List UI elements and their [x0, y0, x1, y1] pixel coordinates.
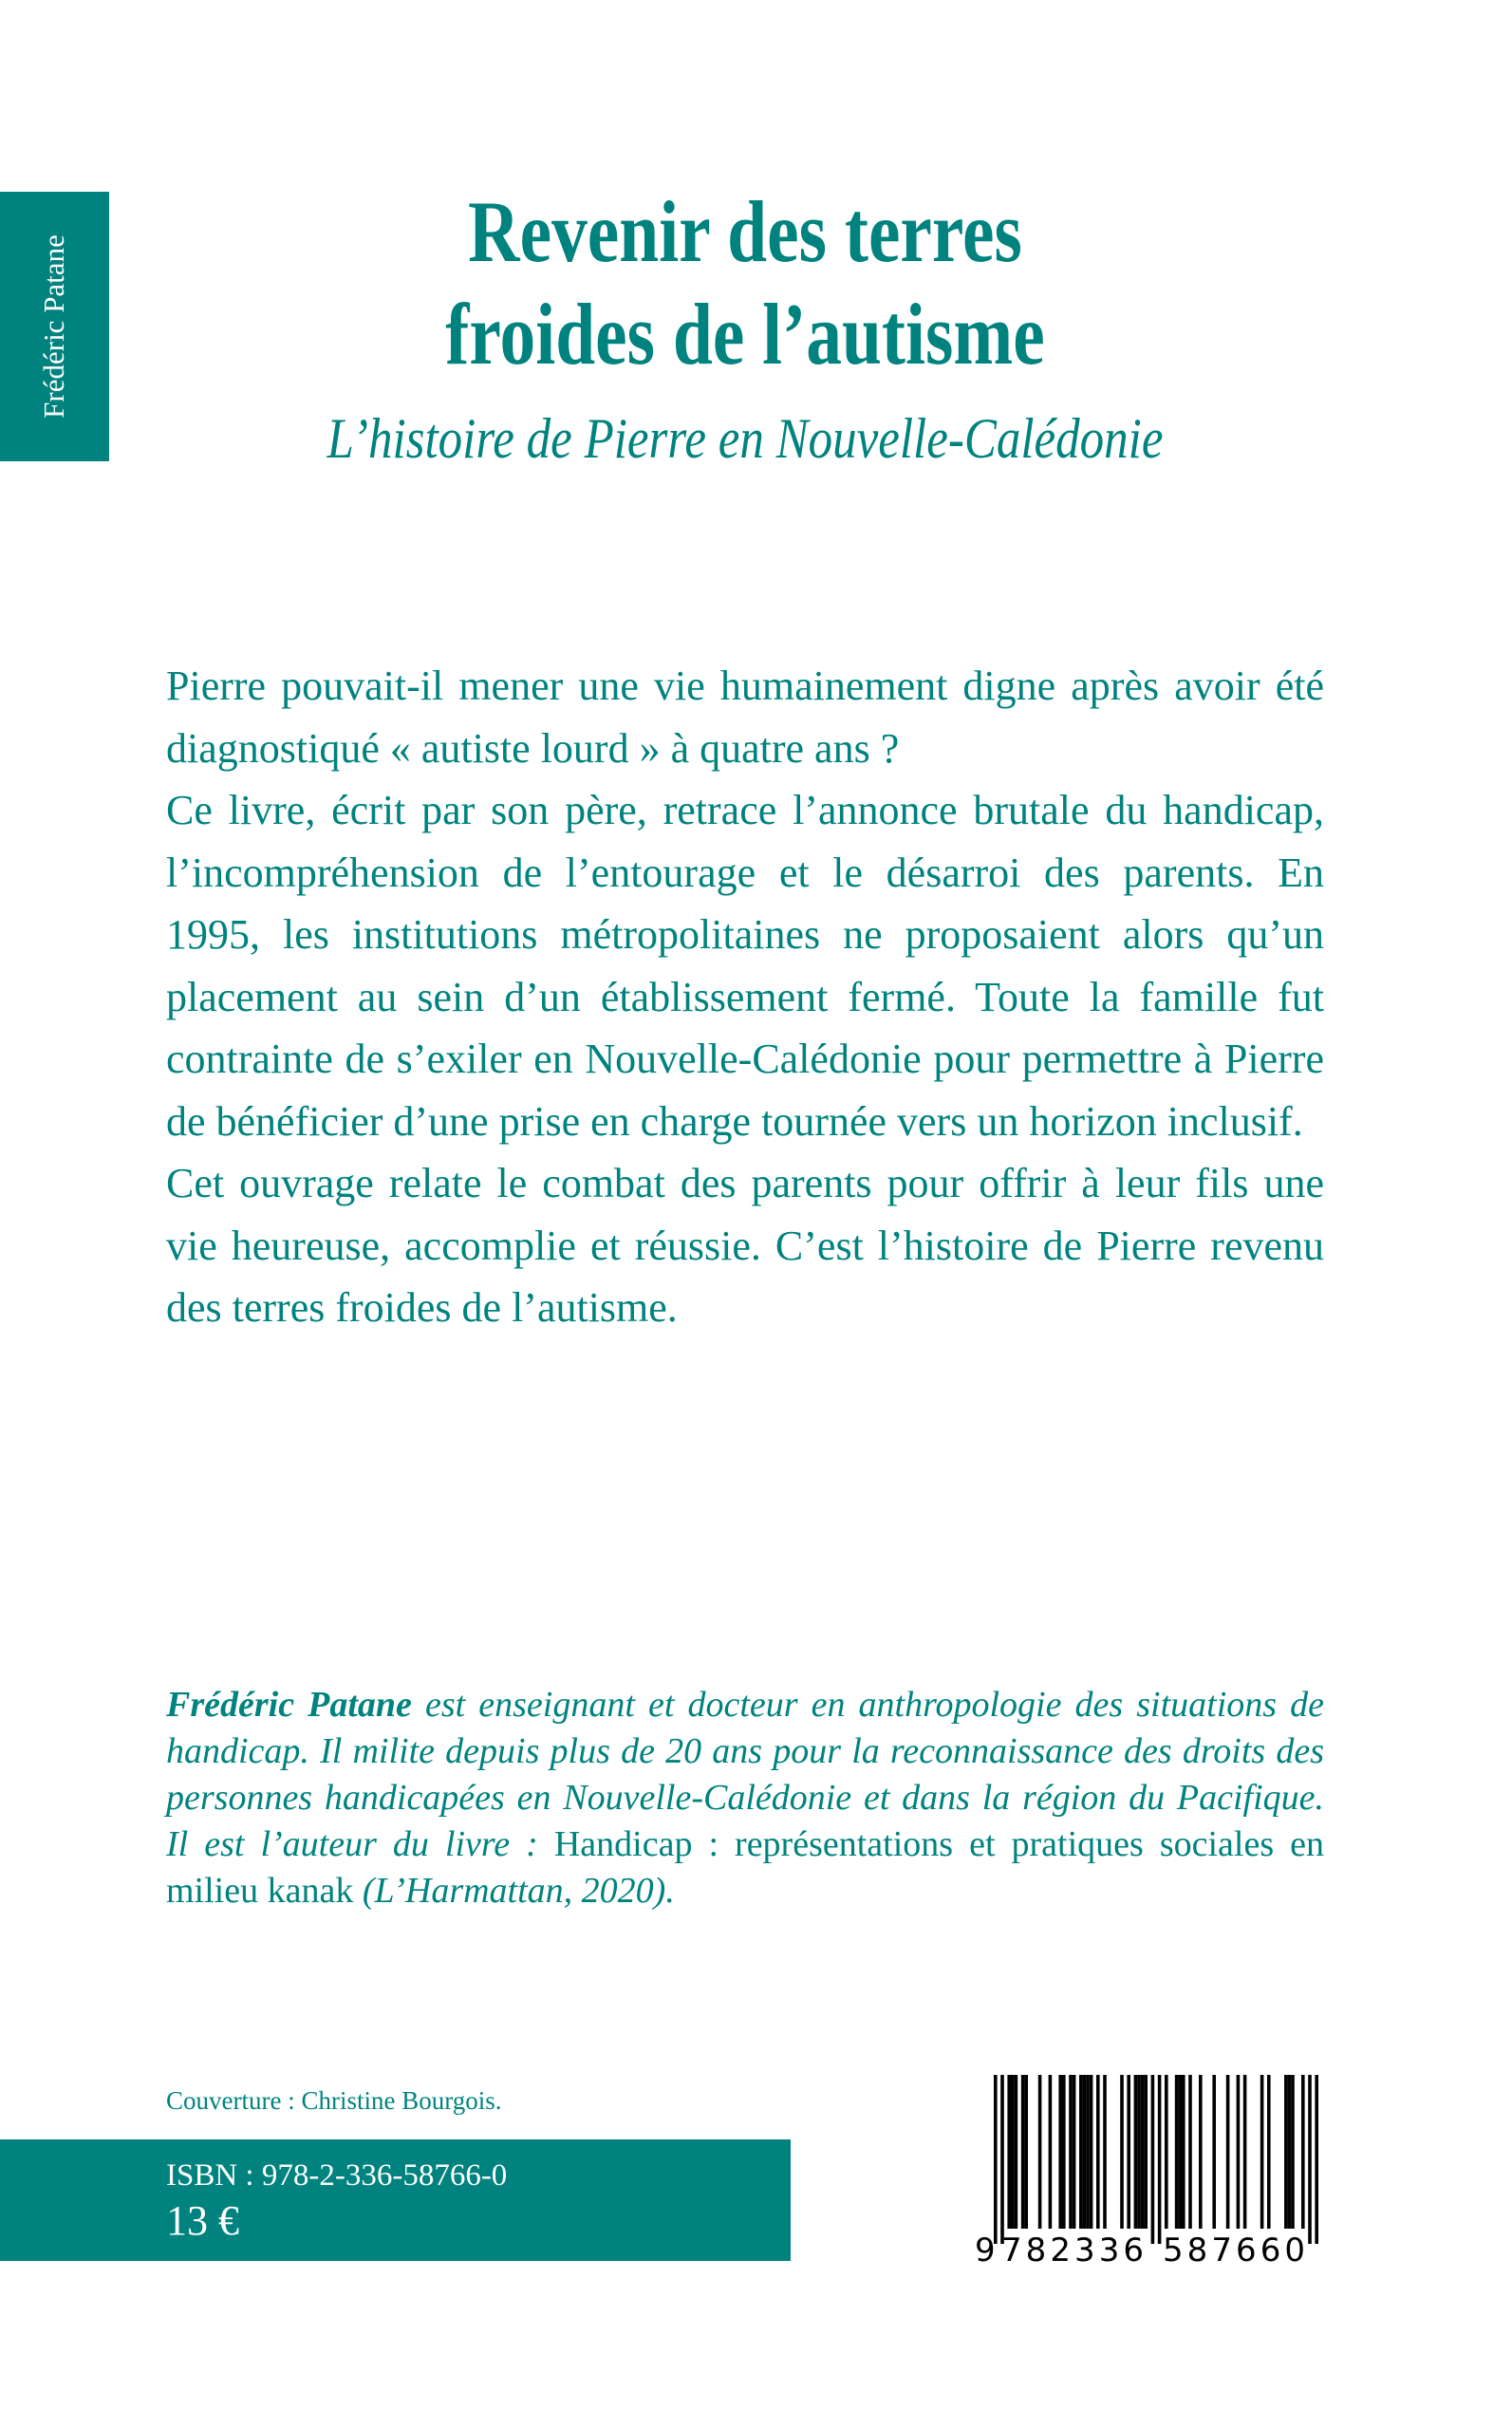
barcode-bar: [1291, 2075, 1295, 2229]
barcode-bar: [1021, 2075, 1025, 2229]
barcode-bar: [1315, 2075, 1318, 2244]
barcode-bar: [1226, 2075, 1230, 2229]
book-subtitle: L’histoire de Pierre en Nouvelle-Calédonie: [327, 407, 1164, 470]
barcode-bar: [1086, 2075, 1090, 2229]
author-bio: [166, 1682, 1324, 1914]
bio-book-title: Handicap : représentations et pratiques sociales en milieu kanak: [166, 1824, 1324, 1911]
barcode-bar: [1141, 2075, 1145, 2229]
barcode-bar: [1090, 2075, 1093, 2229]
barcode: [973, 2075, 1324, 2265]
barcode-bar: [1301, 2075, 1305, 2229]
barcode-bar: [1260, 2075, 1264, 2229]
blurb-paragraph-1: Pierre pouvait-il mener une vie humainement digne après avoir été diagnostiqué « autiste lourd » à quatre ans ?: [166, 663, 1324, 772]
barcode-digits-right: 587660: [1163, 2232, 1305, 2265]
cover-credit: Couverture : Christine Bourgois.: [166, 2086, 502, 2115]
barcode-digits-left: 782336: [1001, 2232, 1144, 2265]
barcode-bar: [1000, 2075, 1004, 2244]
barcode-graphic: [973, 2075, 1324, 2265]
blurb-paragraph-2: Ce livre, écrit par son père, retrace l’annonce brutale du handicap, l’incompréhension de l’entourage et le désarroi des parents. En 1995, les institutions métropolitaines ne proposaient alors qu’un placement au sein d’un établissement fermé. Toute la famille fut contrainte de s’exiler en Nouvelle-Calédonie pour permettre à Pierre de bénéficier d’une prise en charge tournée vers un horizon inclusif.: [166, 787, 1324, 1145]
blurb-paragraph-3: Cet ouvrage relate le combat des parents pour offrir à leur fils une vie heureuse, accomplie et réussie. C’est l’histoire de Pierre revenu des terres froides de l’autisme.: [166, 1160, 1324, 1331]
spine-author: Frédéric Patane: [37, 234, 70, 419]
barcode-bar: [1011, 2075, 1015, 2229]
barcode-bar: [1284, 2075, 1288, 2229]
title-line-2: froides de l’autisme: [445, 286, 1045, 383]
barcode-bar: [1165, 2075, 1168, 2229]
barcode-bar: [1120, 2075, 1124, 2229]
isbn: ISBN : 978-2-336-58766-0: [166, 2158, 508, 2193]
barcode-bar: [1308, 2075, 1312, 2244]
title-line-1: Revenir des terres: [468, 183, 1022, 280]
barcode-bar: [1212, 2075, 1216, 2229]
isbn-band: [0, 2139, 791, 2261]
barcode-bar: [1073, 2075, 1076, 2229]
book-title: [134, 180, 1355, 385]
spine-band: [0, 192, 109, 461]
barcode-bar: [1151, 2075, 1155, 2244]
barcode-bar: [1062, 2075, 1066, 2229]
bio-author-name: Frédéric Patane: [166, 1685, 412, 1725]
barcode-bar: [1137, 2075, 1141, 2229]
barcode-bar: [1049, 2075, 1053, 2229]
barcode-bar: [1178, 2075, 1182, 2229]
blurb: [166, 655, 1324, 1339]
barcode-digit-first: 9: [975, 2232, 996, 2265]
barcode-bar: [1058, 2075, 1062, 2229]
barcode-bar: [1267, 2075, 1271, 2229]
bio-text-2: (L’Harmattan, 2020).: [353, 1871, 675, 1911]
barcode-bar: [994, 2075, 998, 2244]
barcode-bar: [1144, 2075, 1148, 2229]
barcode-bar: [1007, 2075, 1011, 2229]
barcode-bar: [1175, 2075, 1179, 2229]
barcode-bar: [1038, 2075, 1042, 2229]
barcode-bar: [1127, 2075, 1130, 2229]
barcode-bar: [1079, 2075, 1083, 2229]
barcode-bar: [1288, 2075, 1292, 2229]
bio-text-1: est enseignant et docteur en anthropologie des situations de handicap. Il milite depuis plus de 20 ans pour la reconnaissance des droits des personnes handicapées en Nouvelle-Calédonie et dans la région du Pacifique. Il est l’auteur du livre :: [166, 1685, 1324, 1864]
barcode-bar: [1243, 2075, 1247, 2229]
barcode-bar: [1188, 2075, 1192, 2229]
barcode-bar: [1237, 2075, 1241, 2229]
barcode-bar: [1096, 2075, 1100, 2229]
barcode-bar: [1199, 2075, 1203, 2229]
barcode-bar: [1134, 2075, 1138, 2229]
barcode-bar: [1024, 2075, 1028, 2229]
barcode-bar: [1015, 2075, 1018, 2229]
barcode-bar: [1182, 2075, 1185, 2229]
barcode-bar: [1103, 2075, 1107, 2229]
barcode-bar: [1158, 2075, 1162, 2244]
barcode-bar: [1083, 2075, 1087, 2229]
barcode-bar: [1069, 2075, 1073, 2229]
price: 13 €: [166, 2197, 239, 2244]
